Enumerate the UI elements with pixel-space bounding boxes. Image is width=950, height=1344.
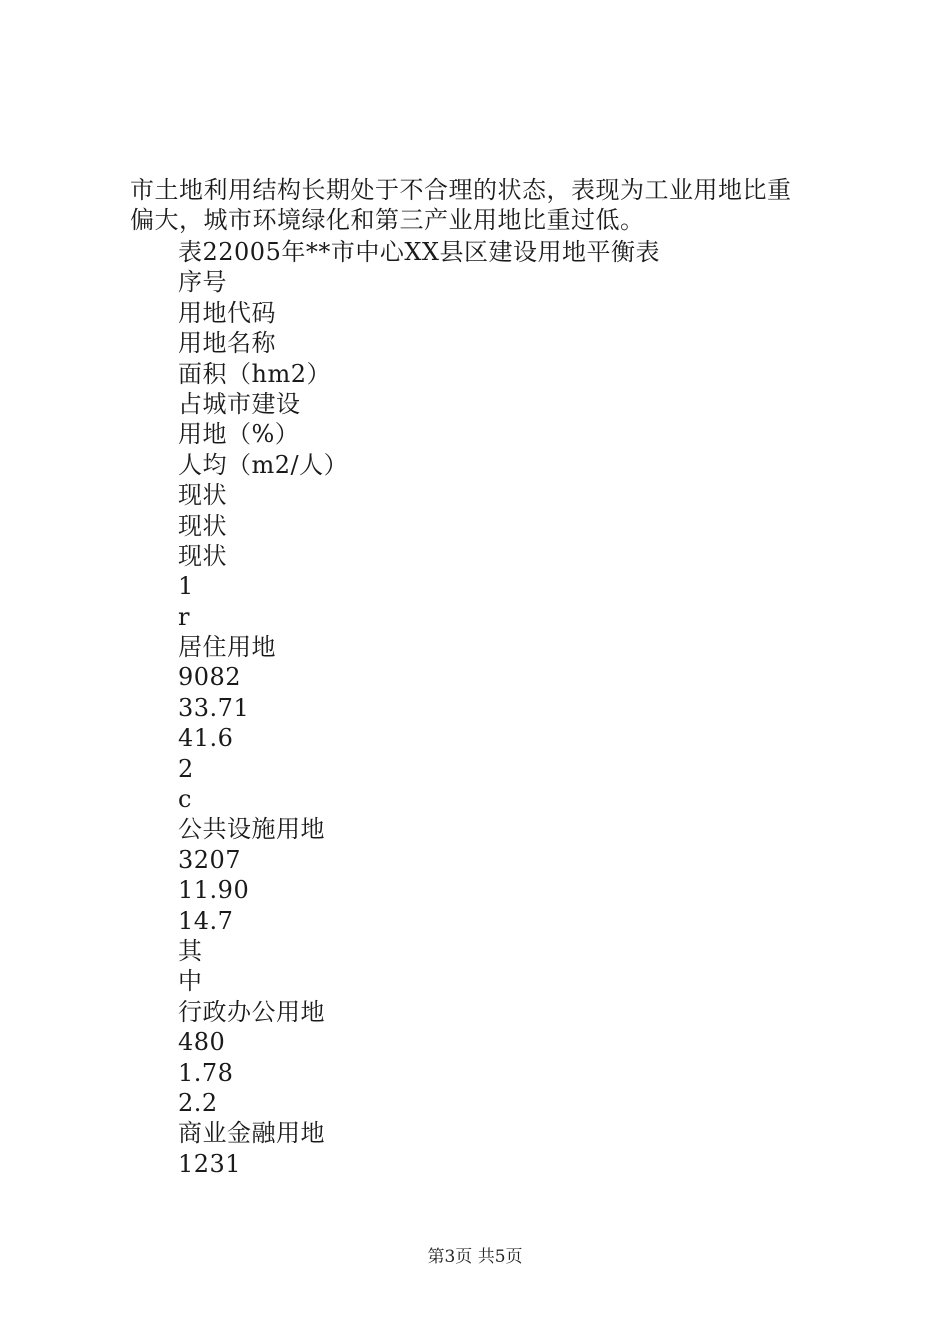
table-line: 公共设施用地: [178, 815, 325, 844]
table-line: 41.6: [178, 724, 234, 753]
table-line: 3207: [178, 845, 242, 874]
table-line: 居住用地: [178, 633, 276, 662]
paragraph-line: 偏大，城市环境绿化和第三产业用地比重过低。: [130, 206, 645, 234]
table-line: c: [178, 785, 192, 814]
table-line: r: [178, 602, 190, 631]
table-line: 现状: [178, 541, 227, 570]
table-line: 1: [178, 572, 194, 601]
paragraph-line: 市土地利用结构长期处于不合理的状态，表现为工业用地比重: [130, 176, 792, 204]
table-line: 人均（m2/人）: [178, 450, 349, 479]
table-line: 14.7: [178, 906, 234, 935]
table-line: 中: [178, 967, 203, 996]
table-line: 序号: [178, 268, 227, 297]
table-line: 2.2: [178, 1088, 218, 1117]
table-content: [178, 237, 660, 1179]
table-line: 480: [178, 1028, 226, 1057]
table-line: 现状: [178, 511, 227, 540]
table-line: 现状: [178, 481, 227, 510]
table-line: 面积（hm2）: [178, 359, 331, 388]
table-line: 行政办公用地: [178, 997, 325, 1026]
table-line: 商业金融用地: [178, 1119, 325, 1148]
table-line: 用地（%）: [178, 420, 300, 449]
table-line: 用地代码: [178, 298, 276, 327]
table-title: 表22005年**市中心XX县区建设用地平衡表: [178, 238, 661, 266]
table-line: 1231: [178, 1149, 242, 1178]
table-line: 11.90: [178, 876, 250, 905]
intro-paragraph: [130, 175, 850, 235]
table-line: 2: [178, 754, 194, 783]
table-line: 33.71: [178, 693, 250, 722]
table-line: 用地名称: [178, 329, 276, 358]
table-line: 1.78: [178, 1058, 234, 1087]
table-line: 9082: [178, 663, 242, 692]
page-footer: 第3页 共5页: [427, 1247, 523, 1267]
table-line: 其: [178, 936, 203, 965]
table-line: 占城市建设: [178, 389, 301, 418]
